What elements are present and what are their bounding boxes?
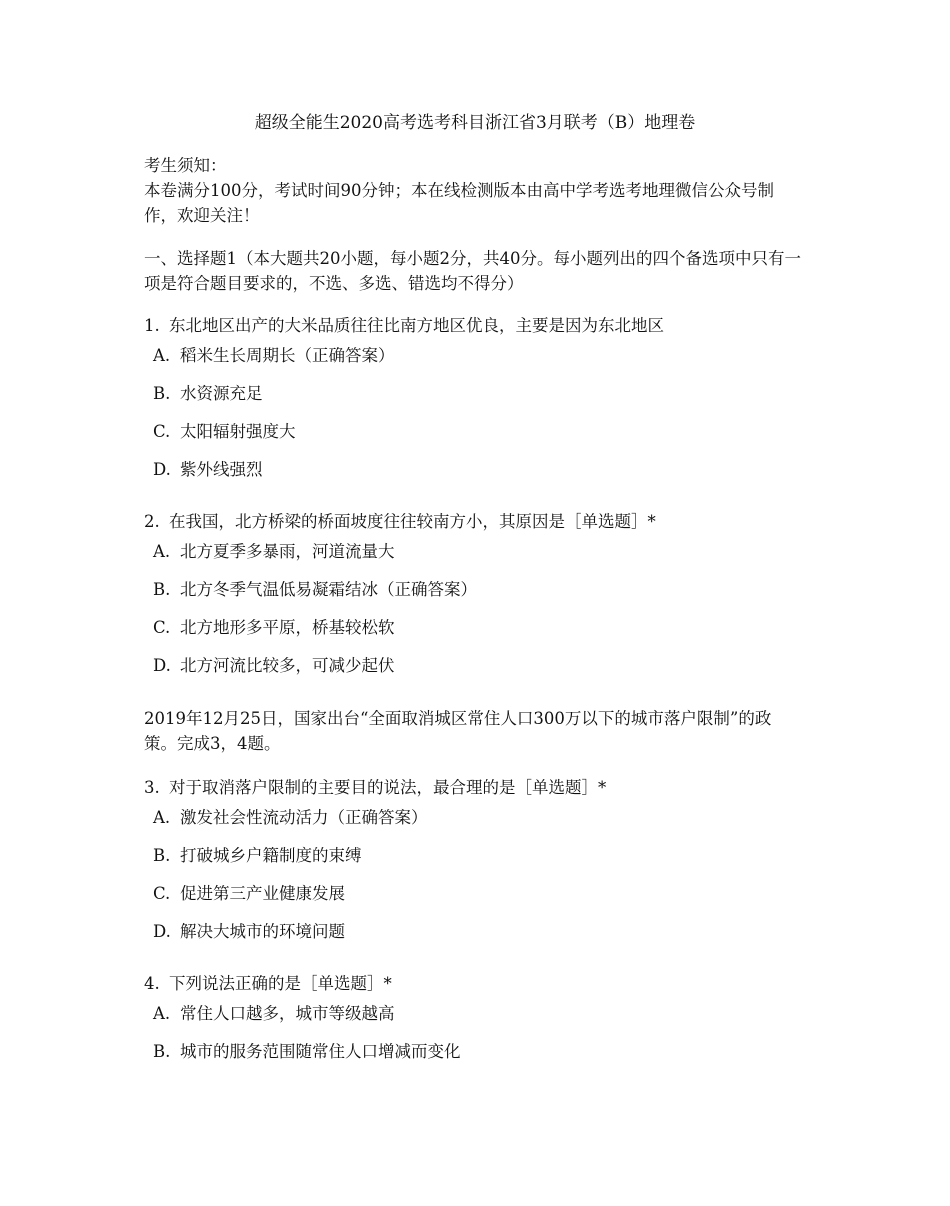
- option-3d[interactable]: [153, 920, 793, 944]
- option-1d[interactable]: [153, 458, 793, 482]
- passage-text: 2019年12月25日，国家出台“全面取消城区常住人口300万以下的城市落户限制”的政策。完成3，4题。: [144, 709, 772, 753]
- question-text: 下列说法正确的是［单选题］*: [169, 974, 392, 993]
- option-label: D.: [153, 656, 171, 675]
- option-label: D.: [153, 460, 171, 479]
- question-text: 在我国，北方桥梁的桥面坡度往往较南方小，其原因是［单选题］*: [169, 512, 656, 531]
- option-1a[interactable]: [153, 344, 793, 368]
- option-text: 北方河流比较多，可减少起伏: [180, 656, 395, 675]
- option-text: 城市的服务范围随常住人口增减而变化: [180, 1042, 461, 1061]
- option-label: C.: [153, 884, 171, 903]
- option-3c[interactable]: [153, 882, 793, 906]
- option-2b[interactable]: [153, 578, 793, 602]
- option-label: A.: [153, 1004, 171, 1023]
- option-text: 促进第三产业健康发展: [180, 884, 345, 903]
- question-1: [144, 314, 804, 338]
- option-3a[interactable]: [153, 806, 793, 830]
- option-label: A.: [153, 808, 171, 827]
- option-label: A.: [153, 346, 171, 365]
- question-2: [144, 510, 804, 534]
- option-text: 打破城乡户籍制度的束缚: [180, 846, 362, 865]
- option-4b[interactable]: [153, 1040, 793, 1064]
- option-text: 紫外线强烈: [180, 460, 263, 479]
- option-label: D.: [153, 922, 171, 941]
- question-4: [144, 972, 804, 996]
- option-2d[interactable]: [153, 654, 793, 678]
- option-4a[interactable]: [153, 1002, 793, 1026]
- option-text: 水资源充足: [180, 384, 263, 403]
- option-text: 稻米生长周期长（正确答案）: [180, 346, 395, 365]
- option-text: 激发社会性流动活力（正确答案）: [180, 808, 428, 827]
- question-text: 东北地区出产的大米品质往往比南方地区优良，主要是因为东北地区: [169, 316, 664, 335]
- notice-heading: 考生须知：: [144, 156, 227, 175]
- page-title: 超级全能生2020高考选考科目浙江省3月联考（B）地理卷: [254, 113, 696, 133]
- question-3: [144, 776, 804, 800]
- option-label: B.: [153, 846, 171, 865]
- option-text: 太阳辐射强度大: [180, 422, 296, 441]
- question-number: 3.: [144, 778, 160, 797]
- option-text: 解决大城市的环境问题: [180, 922, 345, 941]
- option-3b[interactable]: [153, 844, 793, 868]
- option-label: B.: [153, 384, 171, 403]
- question-number: 4.: [144, 974, 160, 993]
- option-text: 常住人口越多，城市等级越高: [180, 1004, 395, 1023]
- exam-notice: [144, 153, 804, 228]
- option-1b[interactable]: [153, 382, 793, 406]
- option-label: A.: [153, 542, 171, 561]
- option-text: 北方冬季气温低易凝霜结冰（正确答案）: [180, 580, 477, 599]
- option-2a[interactable]: [153, 540, 793, 564]
- option-label: C.: [153, 618, 171, 637]
- option-label: C.: [153, 422, 171, 441]
- option-text: 北方夏季多暴雨，河道流量大: [180, 542, 395, 561]
- question-number: 1.: [144, 316, 160, 335]
- question-number: 2.: [144, 512, 160, 531]
- option-2c[interactable]: [153, 616, 793, 640]
- option-text: 北方地形多平原，桥基较松软: [180, 618, 395, 637]
- option-label: B.: [153, 1042, 171, 1061]
- question-text: 对于取消落户限制的主要目的说法，最合理的是［单选题］*: [169, 778, 607, 797]
- option-1c[interactable]: [153, 420, 793, 444]
- notice-text: 本卷满分100分，考试时间90分钟；本在线检测版本由高中学考选考地理微信公众号制作，欢迎关注！: [144, 181, 774, 225]
- section-heading: 一、选择题1（本大题共20小题，每小题2分，共40分。每小题列出的四个备选项中只有一项是符合题目要求的，不选、多选、错选均不得分）: [144, 249, 801, 293]
- option-label: B.: [153, 580, 171, 599]
